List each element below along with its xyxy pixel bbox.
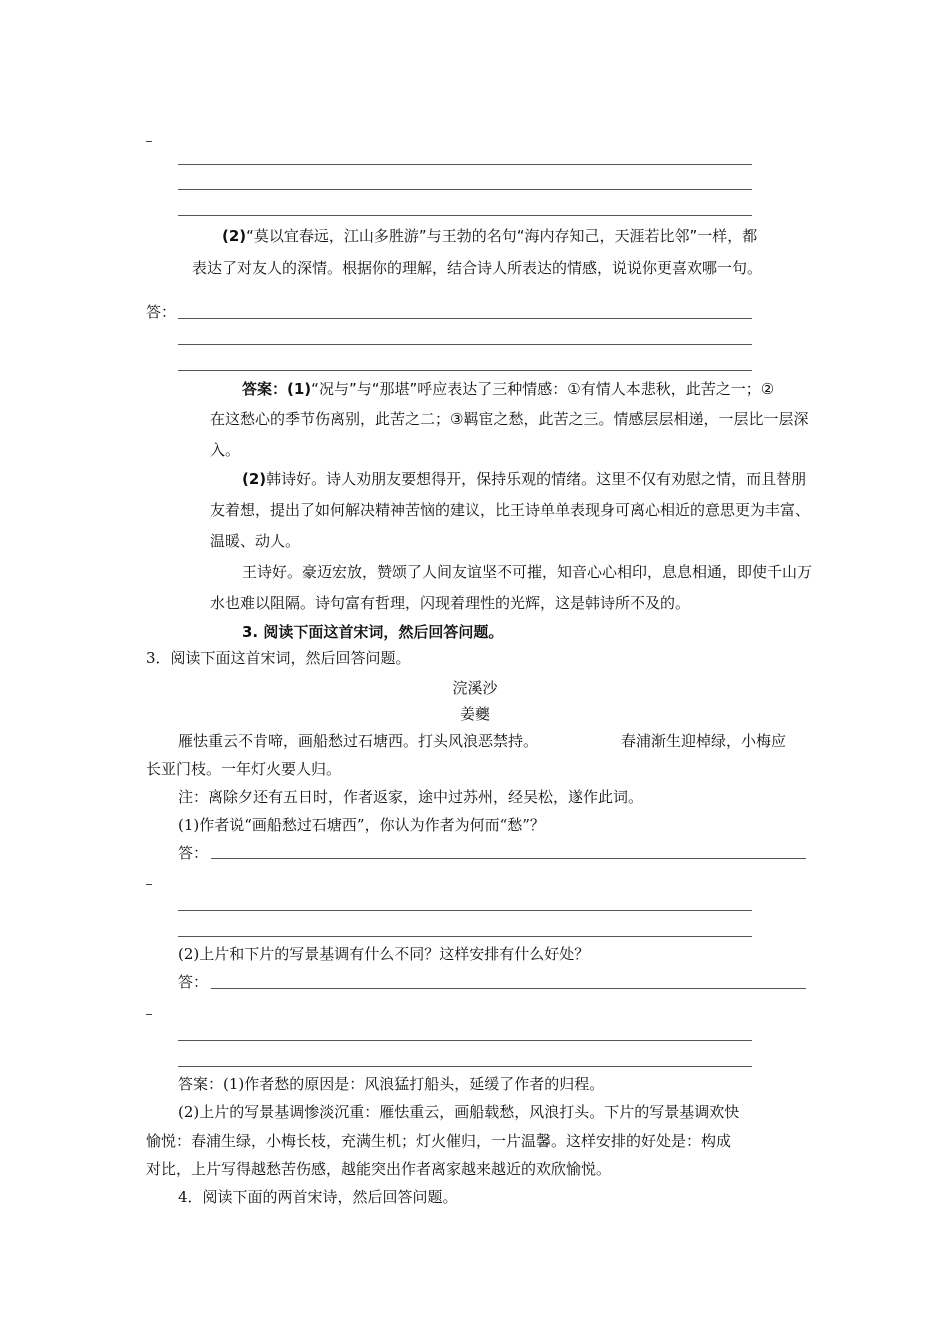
question-3-1: (1)作者说“画船愁过石塘西”，你认为作者为何而“愁”？ bbox=[178, 816, 545, 834]
answer-line bbox=[178, 164, 752, 165]
poem-title: 浣溪沙 bbox=[452, 679, 498, 697]
question-3-2: (2)上片和下片的写景基调有什么不同？这样安排有什么好处？ bbox=[178, 945, 590, 963]
answer-2-line1: (2)韩诗好。诗人劝朋友要想得开，保持乐观的情绪。这里不仅有劝慰之情，而且替朋 bbox=[242, 470, 807, 488]
answer-1-line3: 入。 bbox=[210, 441, 241, 459]
question-4-heading: 4．阅读下面的两首宋诗，然后回答问题。 bbox=[178, 1188, 458, 1206]
answer-1-line2: 在这愁心的季节伤离别，此苦之二；③羁宦之愁，此苦之三。情感层层相递，一层比一层深 bbox=[210, 410, 809, 428]
answer-line bbox=[178, 215, 752, 216]
poem-line1-b: 春浦渐生迎棹绿，小梅应 bbox=[621, 732, 787, 750]
answer-3-1: 答案：(1)作者愁的原因是：风浪猛打船头，延缓了作者的归程。 bbox=[178, 1075, 605, 1093]
answer-2-line2: 友着想，提出了如何解决精神苦恼的建议，比王诗单单表现身可离心相近的意思更为丰富、 bbox=[210, 501, 811, 519]
question-3-heading: 3．阅读下面这首宋词，然后回答问题。 bbox=[146, 649, 411, 667]
wang-answer-line2: 水也难以阻隔。诗句富有哲理，闪现着理性的光辉，这是韩诗所不及的。 bbox=[210, 594, 691, 612]
wang-answer-line1: 王诗好。豪迈宏放，赞颂了人间友谊坚不可摧，知音心心相印，息息相通，即使千山万 bbox=[242, 563, 813, 581]
poem-note: 注：离除夕还有五日时，作者返家，途中过苏州，经吴松，遂作此词。 bbox=[178, 788, 644, 806]
answer-2-line3: 温暖、动人。 bbox=[210, 532, 301, 550]
answer-line bbox=[178, 1040, 752, 1041]
answer-line bbox=[178, 318, 752, 319]
answer-label: 答： bbox=[178, 844, 209, 862]
question-2-line2: 表达了对友人的深情。根据你的理解，结合诗人所表达的情感，说说你更喜欢哪一句。 bbox=[192, 259, 763, 277]
answer-line bbox=[211, 858, 806, 859]
question-2-line1: (2)“莫以宜春远，江山多胜游”与王勃的名句“海内存知己，天涯若比邻”一样，都 bbox=[222, 227, 758, 245]
answer-3-2-line3: 对比，上片写得越愁苦伤感，越能突出作者离家越来越近的欢欣愉悦。 bbox=[146, 1160, 612, 1178]
dash-mark bbox=[146, 1014, 152, 1015]
poem-line2: 长亚门枝。一年灯火要人归。 bbox=[146, 760, 342, 778]
answer-3-2-line1: (2)上片的写景基调惨淡沉重：雁怯重云，画船载愁，风浪打头。下片的写景基调欢快 bbox=[178, 1103, 740, 1121]
answer-line bbox=[178, 910, 752, 911]
answer-line bbox=[178, 344, 752, 345]
answer-label: 答： bbox=[178, 973, 209, 991]
next-question-bold: 3. 阅读下面这首宋词，然后回答问题。 bbox=[242, 623, 504, 641]
answer-line bbox=[178, 936, 752, 937]
poem-author: 姜夔 bbox=[459, 705, 490, 723]
dash-mark bbox=[146, 141, 152, 142]
answer-1-line1: 答案：(1)“况与”与“那堪”呼应表达了三种情感：①有情人本悲秋，此苦之一；② bbox=[242, 380, 775, 398]
answer-3-2-line2: 愉悦：春浦生绿，小梅长枝，充满生机；灯火催归，一片温馨。这样安排的好处是：构成 bbox=[146, 1132, 732, 1150]
answer-line bbox=[211, 988, 806, 989]
answer-line bbox=[178, 370, 752, 371]
dash-mark bbox=[146, 884, 152, 885]
poem-line1-a: 雁怯重云不肯啼，画船愁过石塘西。打头风浪恶禁持。 bbox=[178, 732, 539, 750]
answer-line bbox=[178, 1066, 752, 1067]
answer-label: 答： bbox=[146, 303, 177, 321]
answer-line bbox=[178, 189, 752, 190]
